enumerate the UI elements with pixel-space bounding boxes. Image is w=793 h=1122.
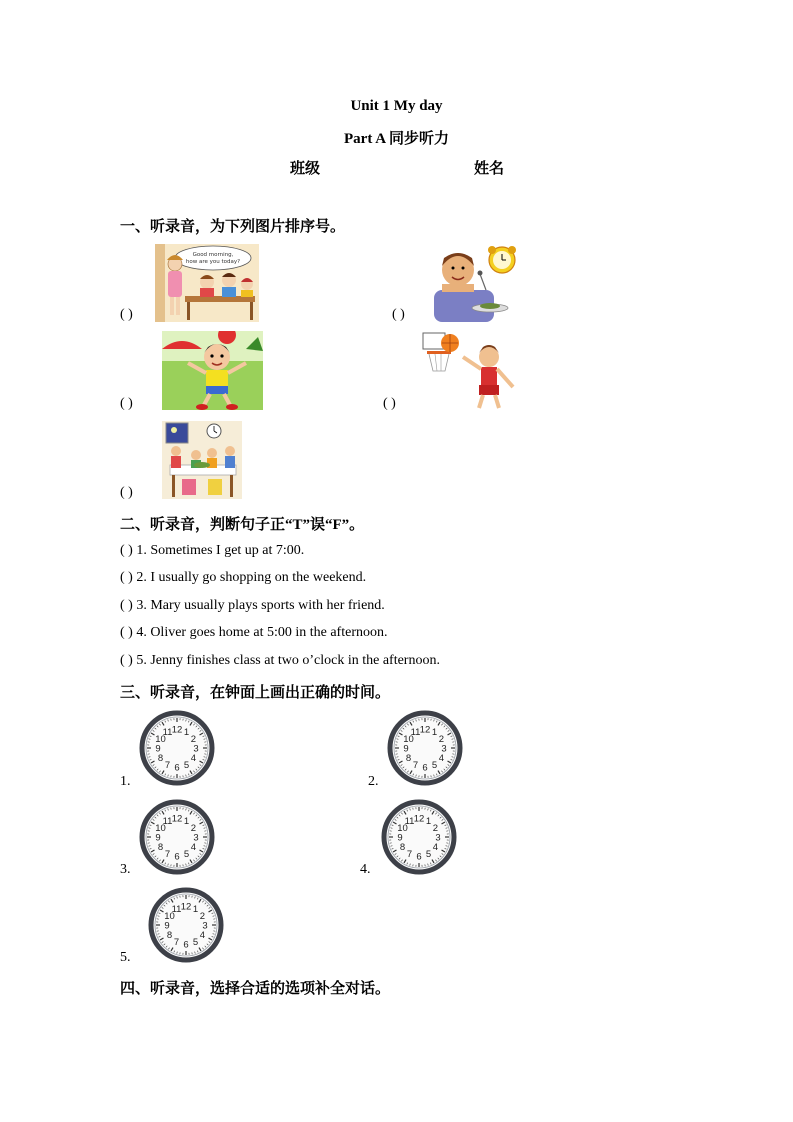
clock-number: 10	[397, 823, 408, 834]
clock-label-3: 3.	[120, 862, 131, 877]
boy-playing-picture	[162, 331, 263, 410]
judge-item-5[interactable]: ( ) 5. Jenny finishes class at two o’clock in the afternoon.	[120, 653, 440, 668]
clock-label-1: 1.	[120, 774, 131, 789]
clock-number: 12	[413, 813, 425, 825]
clock-number: 9	[155, 743, 161, 755]
clock-number: 3	[441, 743, 447, 755]
clock-number: 3	[193, 743, 199, 755]
clock-number: 6	[174, 851, 180, 863]
clock-number: 6	[183, 939, 189, 951]
part-title: Part A 同步听力	[344, 131, 449, 147]
clock-number: 1	[183, 727, 190, 739]
clock-number: 7	[164, 759, 171, 771]
clock-number: 5	[431, 759, 438, 771]
clock-number: 2	[190, 823, 197, 834]
clock-number: 3	[435, 832, 441, 844]
clock-number: 5	[192, 936, 199, 948]
class-label: 班级	[290, 161, 321, 177]
classroom-greeting-picture	[155, 244, 259, 322]
clock-number: 12	[171, 813, 183, 825]
clock-number: 4	[199, 930, 206, 941]
clock-number: 10	[403, 734, 414, 745]
clock-number: 4	[190, 842, 197, 853]
clock-number: 12	[171, 724, 183, 736]
clock-svg	[139, 710, 215, 786]
clock-number: 2	[438, 734, 445, 745]
clock-number: 4	[432, 842, 439, 853]
clock-number: 8	[157, 842, 164, 853]
clock-number: 1	[431, 727, 438, 739]
picture3-answer-paren[interactable]: ( )	[120, 396, 133, 411]
clock-number: 11	[404, 816, 415, 828]
clock-number: 7	[164, 848, 171, 860]
clock-svg	[387, 710, 463, 786]
picture1-answer-paren[interactable]: ( )	[120, 307, 133, 322]
clock-number: 1	[192, 904, 199, 916]
speech-text-line2: how are you today?	[185, 259, 241, 265]
clock-number: 12	[180, 901, 192, 913]
boy-eating-picture	[434, 246, 522, 322]
judge-item-2[interactable]: ( ) 2. I usually go shopping on the weekend.	[120, 570, 367, 585]
judge-item-3[interactable]: ( ) 3. Mary usually plays sports with her friend.	[120, 598, 385, 613]
basketball-picture	[421, 331, 521, 410]
judge-item-4[interactable]: ( ) 4. Oliver goes home at 5:00 in the afternoon.	[120, 625, 388, 640]
clock-number: 6	[422, 762, 428, 774]
section4-heading: 四、听录音，选择合适的选项补全对话。	[120, 981, 391, 997]
clock-svg	[148, 887, 224, 963]
name-label: 姓名	[474, 161, 505, 177]
clock-number: 2	[190, 734, 197, 745]
unit-title: Unit 1 My day	[350, 98, 443, 114]
clock-number: 1	[183, 816, 190, 828]
picture2-answer-paren[interactable]: ( )	[392, 307, 405, 322]
clock-number: 3	[202, 920, 208, 932]
clock-number: 10	[155, 734, 166, 745]
clock-number: 11	[162, 816, 173, 828]
clock-face-1[interactable]	[139, 710, 215, 791]
clock-face-4[interactable]	[381, 799, 457, 880]
clock-number: 10	[155, 823, 166, 834]
clock-number: 7	[173, 936, 180, 948]
clock-number: 8	[399, 842, 406, 853]
clock-number: 4	[438, 753, 445, 764]
clock-number: 5	[183, 848, 190, 860]
clock-number: 8	[157, 753, 164, 764]
clock-number: 8	[166, 930, 173, 941]
clock-number: 5	[183, 759, 190, 771]
section1-heading: 一、听录音，为下列图片排序号。	[120, 219, 346, 235]
clock-number: 9	[164, 920, 170, 932]
clock-face-3[interactable]	[139, 799, 215, 880]
clock-number: 8	[405, 753, 412, 764]
clock-number: 5	[425, 848, 432, 860]
clock-number: 9	[397, 832, 403, 844]
clock-svg	[139, 799, 215, 875]
clock-number: 4	[190, 753, 197, 764]
clock-number: 11	[410, 727, 421, 739]
clock-label-4: 4.	[360, 862, 371, 877]
clock-number: 7	[406, 848, 413, 860]
clock-number: 11	[162, 727, 173, 739]
clock-label-5: 5.	[120, 950, 131, 965]
clock-number: 11	[171, 904, 182, 916]
clock-number: 1	[425, 816, 432, 828]
clock-face-2[interactable]	[387, 710, 463, 791]
speech-text-line1: Good morning,	[192, 252, 234, 258]
clock-label-2: 2.	[368, 774, 379, 789]
clock-number: 2	[199, 911, 206, 922]
family-dinner-picture	[162, 421, 242, 499]
clock-number: 3	[193, 832, 199, 844]
section2-heading: 二、听录音，判断句子正“T”误“F”。	[120, 517, 365, 533]
clock-number: 12	[419, 724, 431, 736]
section3-heading: 三、听录音，在钟面上画出正确的时间。	[120, 685, 391, 701]
picture5-answer-paren[interactable]: ( )	[120, 485, 133, 500]
clock-number: 7	[412, 759, 419, 771]
clock-number: 2	[432, 823, 439, 834]
clock-svg	[381, 799, 457, 875]
clock-number: 6	[416, 851, 422, 863]
judge-item-1[interactable]: ( ) 1. Sometimes I get up at 7:00.	[120, 543, 305, 558]
clock-face-5[interactable]	[148, 887, 224, 968]
clock-number: 10	[164, 911, 175, 922]
clock-number: 9	[403, 743, 409, 755]
clock-number: 9	[155, 832, 161, 844]
picture4-answer-paren[interactable]: ( )	[383, 396, 396, 411]
clock-number: 6	[174, 762, 180, 774]
